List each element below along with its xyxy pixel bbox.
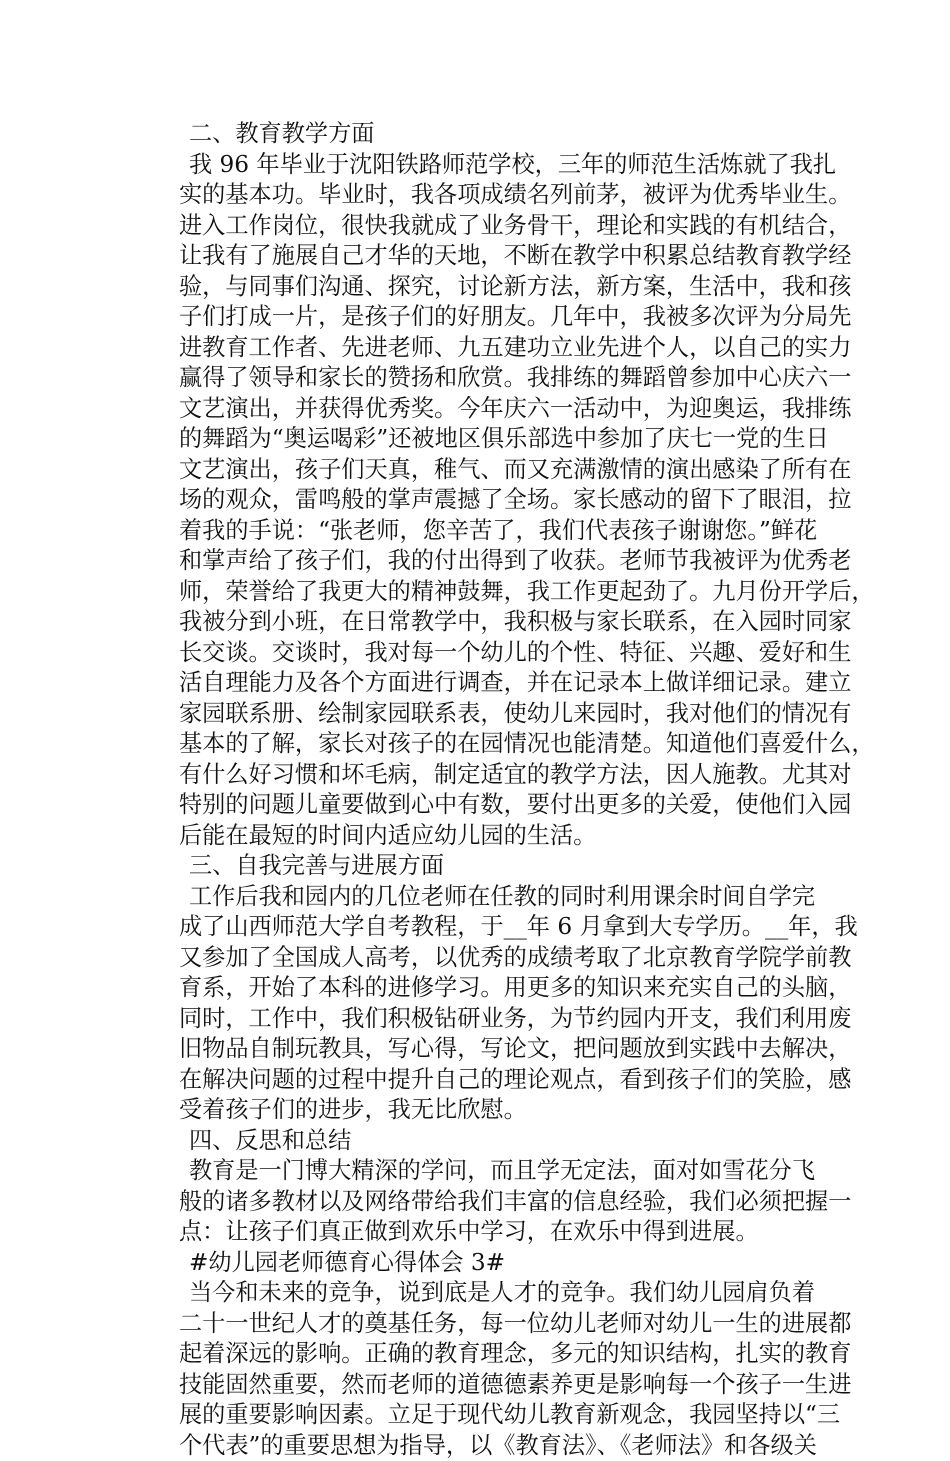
paragraph-line: 教育是一门博大精深的学问，而且学无定法，面对如雪花分飞 xyxy=(179,1156,829,1187)
paragraph-line: 和掌声给了孩子们，我的付出得到了收获。老师节我被评为优秀老 xyxy=(179,546,829,577)
paragraph-line: 工作后我和园内的几位老师在任教的同时利用课余时间自学完 xyxy=(179,882,829,913)
section-heading-4: 四、反思和总结 xyxy=(179,1126,829,1157)
paragraph-line: 长交谈。交谈时，我对每一个幼儿的个性、特征、兴趣、爱好和生 xyxy=(179,638,829,669)
paragraph-line: 技能固然重要，然而老师的道德德素养更是影响每一个孩子一生进 xyxy=(179,1370,829,1401)
paragraph-line: 展的重要影响因素。立足于现代幼儿教育新观念，我园坚持以“三 xyxy=(179,1400,829,1431)
paragraph-line: 让我有了施展自己才华的天地，不断在教学中积累总结教育教学经 xyxy=(179,241,829,272)
paragraph-line: 点：让孩子们真正做到欢乐中学习，在欢乐中得到进展。 xyxy=(179,1217,829,1248)
paragraph-line: 般的诸多教材以及网络带给我们丰富的信息经验，我们必须把握一 xyxy=(179,1187,829,1218)
document-page xyxy=(179,119,829,1461)
paragraph-line: 同时，工作中，我们积极钻研业务，为节约园内开支，我们利用废 xyxy=(179,1004,829,1035)
paragraph-line: 育系，开始了本科的进修学习。用更多的知识来充实自己的头脑， xyxy=(179,973,829,1004)
paragraph-line: 进教育工作者、先进老师、九五建功立业先进个人，以自己的实力 xyxy=(179,333,829,364)
paragraph-line: 文艺演出，并获得优秀奖。今年庆六一活动中，为迎奥运，我排练 xyxy=(179,394,829,425)
paragraph-line: 进入工作岗位，很快我就成了业务骨干，理论和实践的有机结合， xyxy=(179,211,829,242)
paragraph-line: 着我的手说：“张老师，您辛苦了，我们代表孩子谢谢您。”鲜花 xyxy=(179,516,829,547)
paragraph-line: 个代表”的重要思想为指导，以《教育法》、《老师法》和各级关 xyxy=(179,1431,829,1461)
paragraph-line: 赢得了领导和家长的赞扬和欣赏。我排练的舞蹈曾参加中心庆六一 xyxy=(179,363,829,394)
paragraph-line: 又参加了全国成人高考，以优秀的成绩考取了北京教育学院学前教 xyxy=(179,943,829,974)
paragraph-line: 在解决问题的过程中提升自己的理论观点，看到孩子们的笑脸，感 xyxy=(179,1065,829,1096)
paragraph-line: 旧物品自制玩教具，写心得，写论文，把问题放到实践中去解决， xyxy=(179,1034,829,1065)
section-heading-3: 三、自我完善与进展方面 xyxy=(179,851,829,882)
paragraph-line: 基本的了解，家长对孩子的在园情况也能清楚。知道他们喜爱什么， xyxy=(179,729,829,760)
article-heading: #幼儿园老师德育心得体会 3# xyxy=(179,1248,829,1279)
paragraph-line: 二十一世纪人才的奠基任务，每一位幼儿老师对幼儿一生的进展都 xyxy=(179,1309,829,1340)
paragraph-line: 家园联系册、绘制家园联系表，使幼儿来园时，我对他们的情况有 xyxy=(179,699,829,730)
paragraph-line: 后能在最短的时间内适应幼儿园的生活。 xyxy=(179,821,829,852)
paragraph-line: 特别的问题儿童要做到心中有数，要付出更多的关爱，使他们入园 xyxy=(179,790,829,821)
paragraph-line: 的舞蹈为“奥运喝彩”还被地区俱乐部选中参加了庆七一党的生日 xyxy=(179,424,829,455)
paragraph-line: 场的观众，雷鸣般的掌声震撼了全场。家长感动的留下了眼泪，拉 xyxy=(179,485,829,516)
section-heading-2: 二、教育教学方面 xyxy=(179,119,829,150)
paragraph-line: 受着孩子们的进步，我无比欣慰。 xyxy=(179,1095,829,1126)
paragraph-line: 活自理能力及各个方面进行调查，并在记录本上做详细记录。建立 xyxy=(179,668,829,699)
paragraph-line: 文艺演出，孩子们天真，稚气、而又充满激情的演出感染了所有在 xyxy=(179,455,829,486)
paragraph-line: 我被分到小班，在日常教学中，我积极与家长联系，在入园时同家 xyxy=(179,607,829,638)
paragraph-line: 成了山西师范大学自考教程，于__年 6 月拿到大专学历。__年，我 xyxy=(179,912,829,943)
paragraph-line: 师，荣誉给了我更大的精神鼓舞，我工作更起劲了。九月份开学后， xyxy=(179,577,829,608)
paragraph-line: 子们打成一片，是孩子们的好朋友。几年中，我被多次评为分局先 xyxy=(179,302,829,333)
paragraph-line: 验，与同事们沟通、探究，讨论新方法，新方案，生活中，我和孩 xyxy=(179,272,829,303)
paragraph-line: 实的基本功。毕业时，我各项成绩名列前茅，被评为优秀毕业生。 xyxy=(179,180,829,211)
paragraph-line: 有什么好习惯和坏毛病，制定适宜的教学方法，因人施教。尤其对 xyxy=(179,760,829,791)
paragraph-line: 起着深远的影响。正确的教育理念，多元的知识结构，扎实的教育 xyxy=(179,1339,829,1370)
paragraph-line: 我 96 年毕业于沈阳铁路师范学校，三年的师范生活炼就了我扎 xyxy=(179,150,829,181)
paragraph-line: 当今和未来的竞争，说到底是人才的竞争。我们幼儿园肩负着 xyxy=(179,1278,829,1309)
